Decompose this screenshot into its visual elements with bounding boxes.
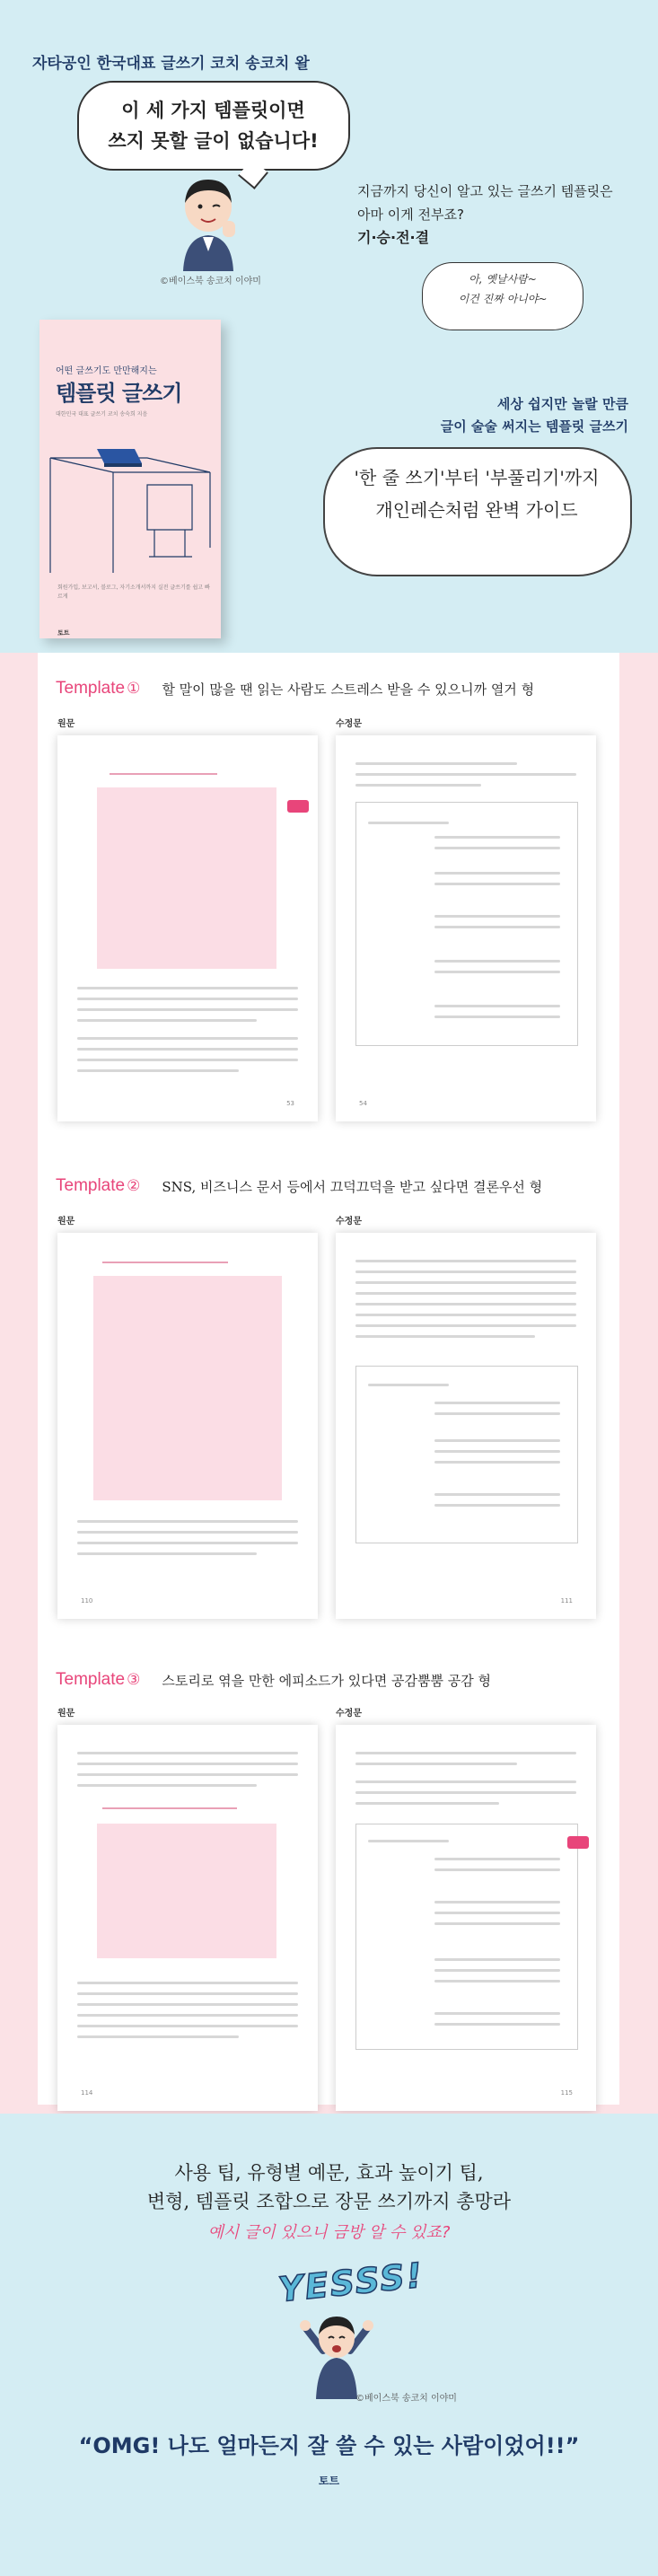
summary-line: 사용 팁, 유형별 예문, 효과 높이기 팁, [174, 2162, 484, 2184]
cloud-line: '한 줄 쓰기'부터 '부풀리기'까지 [354, 467, 600, 488]
closing-quote: “OMG! 나도 얼마든지 잘 쓸 수 있는 사람이었어!!” [78, 2433, 580, 2458]
template-number: ③ [127, 1671, 141, 1689]
book-description: 회원가입, 보고서, 블로그, 자기소개서까지 실전 글쓰기를 쉽고 빠르게 [57, 585, 210, 600]
sample-page-original [57, 735, 318, 1121]
page-number: 115 [560, 2089, 573, 2097]
cloud-bubble-text [334, 462, 619, 526]
page-number: 111 [560, 1597, 573, 1605]
template-number: ② [127, 1177, 141, 1195]
original-label: 원문 [57, 1217, 75, 1226]
template-label: Template [56, 679, 126, 698]
bubble-line: 이 세 가지 템플릿이면 [121, 100, 305, 121]
tagline [334, 393, 628, 438]
revised-label: 수정문 [336, 719, 362, 729]
speech-bubble-text [90, 95, 337, 156]
question-emphasis: 기·승·전·결 [357, 229, 430, 246]
desk-illustration [48, 431, 212, 575]
page-number: 53 [286, 1100, 294, 1107]
original-label: 원문 [57, 1709, 75, 1719]
avatar-caption: ©베이스북 송코치 이야미 [355, 2394, 457, 2404]
template-description: 할 말이 많을 땐 읽는 사람도 스트레스 받을 수 있으니까 열거 형 [162, 681, 535, 698]
page-number: 114 [81, 2089, 93, 2097]
revised-label: 수정문 [336, 1217, 362, 1226]
summary-line: 변형, 템플릿 조합으로 장문 쓰기까지 총망라 [146, 2191, 512, 2212]
sample-page-original [57, 1233, 318, 1619]
coach-avatar [171, 171, 246, 271]
original-label: 원문 [57, 719, 75, 729]
avatar-caption: ©베이스북 송코치 이야미 [160, 277, 261, 286]
sample-page-revised [336, 735, 596, 1121]
publisher-logo: 토트 [318, 2475, 340, 2487]
book-publisher-logo: 토트 [57, 629, 70, 637]
hero-subtitle: 자타공인 한국대표 글쓰기 코치 송코치 왈 [32, 55, 310, 73]
template-description: SNS, 비즈니스 문서 등에서 끄덕끄덕을 받고 싶다면 결론우선 형 [162, 1178, 543, 1195]
sample-page-original [57, 1725, 318, 2111]
coach-avatar-cheering [296, 2300, 377, 2399]
page-number: 54 [359, 1100, 367, 1107]
template-description: 스토리로 엮을 만한 에피소드가 있다면 공감뿜뿜 공감 형 [162, 1672, 492, 1689]
yes-lettering: YESSS! [276, 2255, 426, 2310]
revised-label: 수정문 [336, 1709, 362, 1719]
thought-bubble-text [431, 269, 575, 309]
template-3-header [56, 1669, 491, 1691]
sample-page-revised [336, 1233, 596, 1619]
page-number: 110 [81, 1597, 93, 1605]
bottom-summary [0, 2158, 658, 2216]
think-line: 이건 진짜 아니야~ [458, 293, 548, 305]
cloud-line: 개인레슨처럼 완벽 가이드 [375, 499, 578, 521]
sample-page-revised [336, 1725, 596, 2111]
tagline-line: 세상 쉽지만 놀랄 만큼 [496, 396, 628, 412]
question-line: 아마 이게 전부죠? [357, 207, 464, 223]
samples-panel [38, 653, 619, 2105]
template-label: Template [56, 1176, 126, 1195]
tagline-line: 글이 술술 써지는 템플릿 글쓰기 [440, 418, 628, 435]
samples-section [0, 653, 658, 2114]
think-line: 아, 옛날사람~ [469, 273, 537, 286]
template-number: ① [127, 680, 141, 698]
template-1-header [56, 678, 534, 699]
bottom-highlight: 예시 글이 있으니 금방 알 수 있죠? [207, 2223, 451, 2242]
template-label: Template [56, 1670, 126, 1689]
bubble-line: 쓰지 못할 글이 없습니다! [108, 130, 319, 152]
book-kicker: 어떤 글쓰기도 만만해지는 [56, 366, 157, 376]
template-2-header [56, 1175, 542, 1197]
question-line: 지금까지 당신이 알고 있는 글쓰기 템플릿은 [357, 183, 613, 199]
book-author: 대한민국 대표 글쓰기 코치 송숙희 지음 [56, 411, 148, 418]
book-title: 템플릿 글쓰기 [56, 381, 182, 406]
templates-question [357, 180, 613, 250]
